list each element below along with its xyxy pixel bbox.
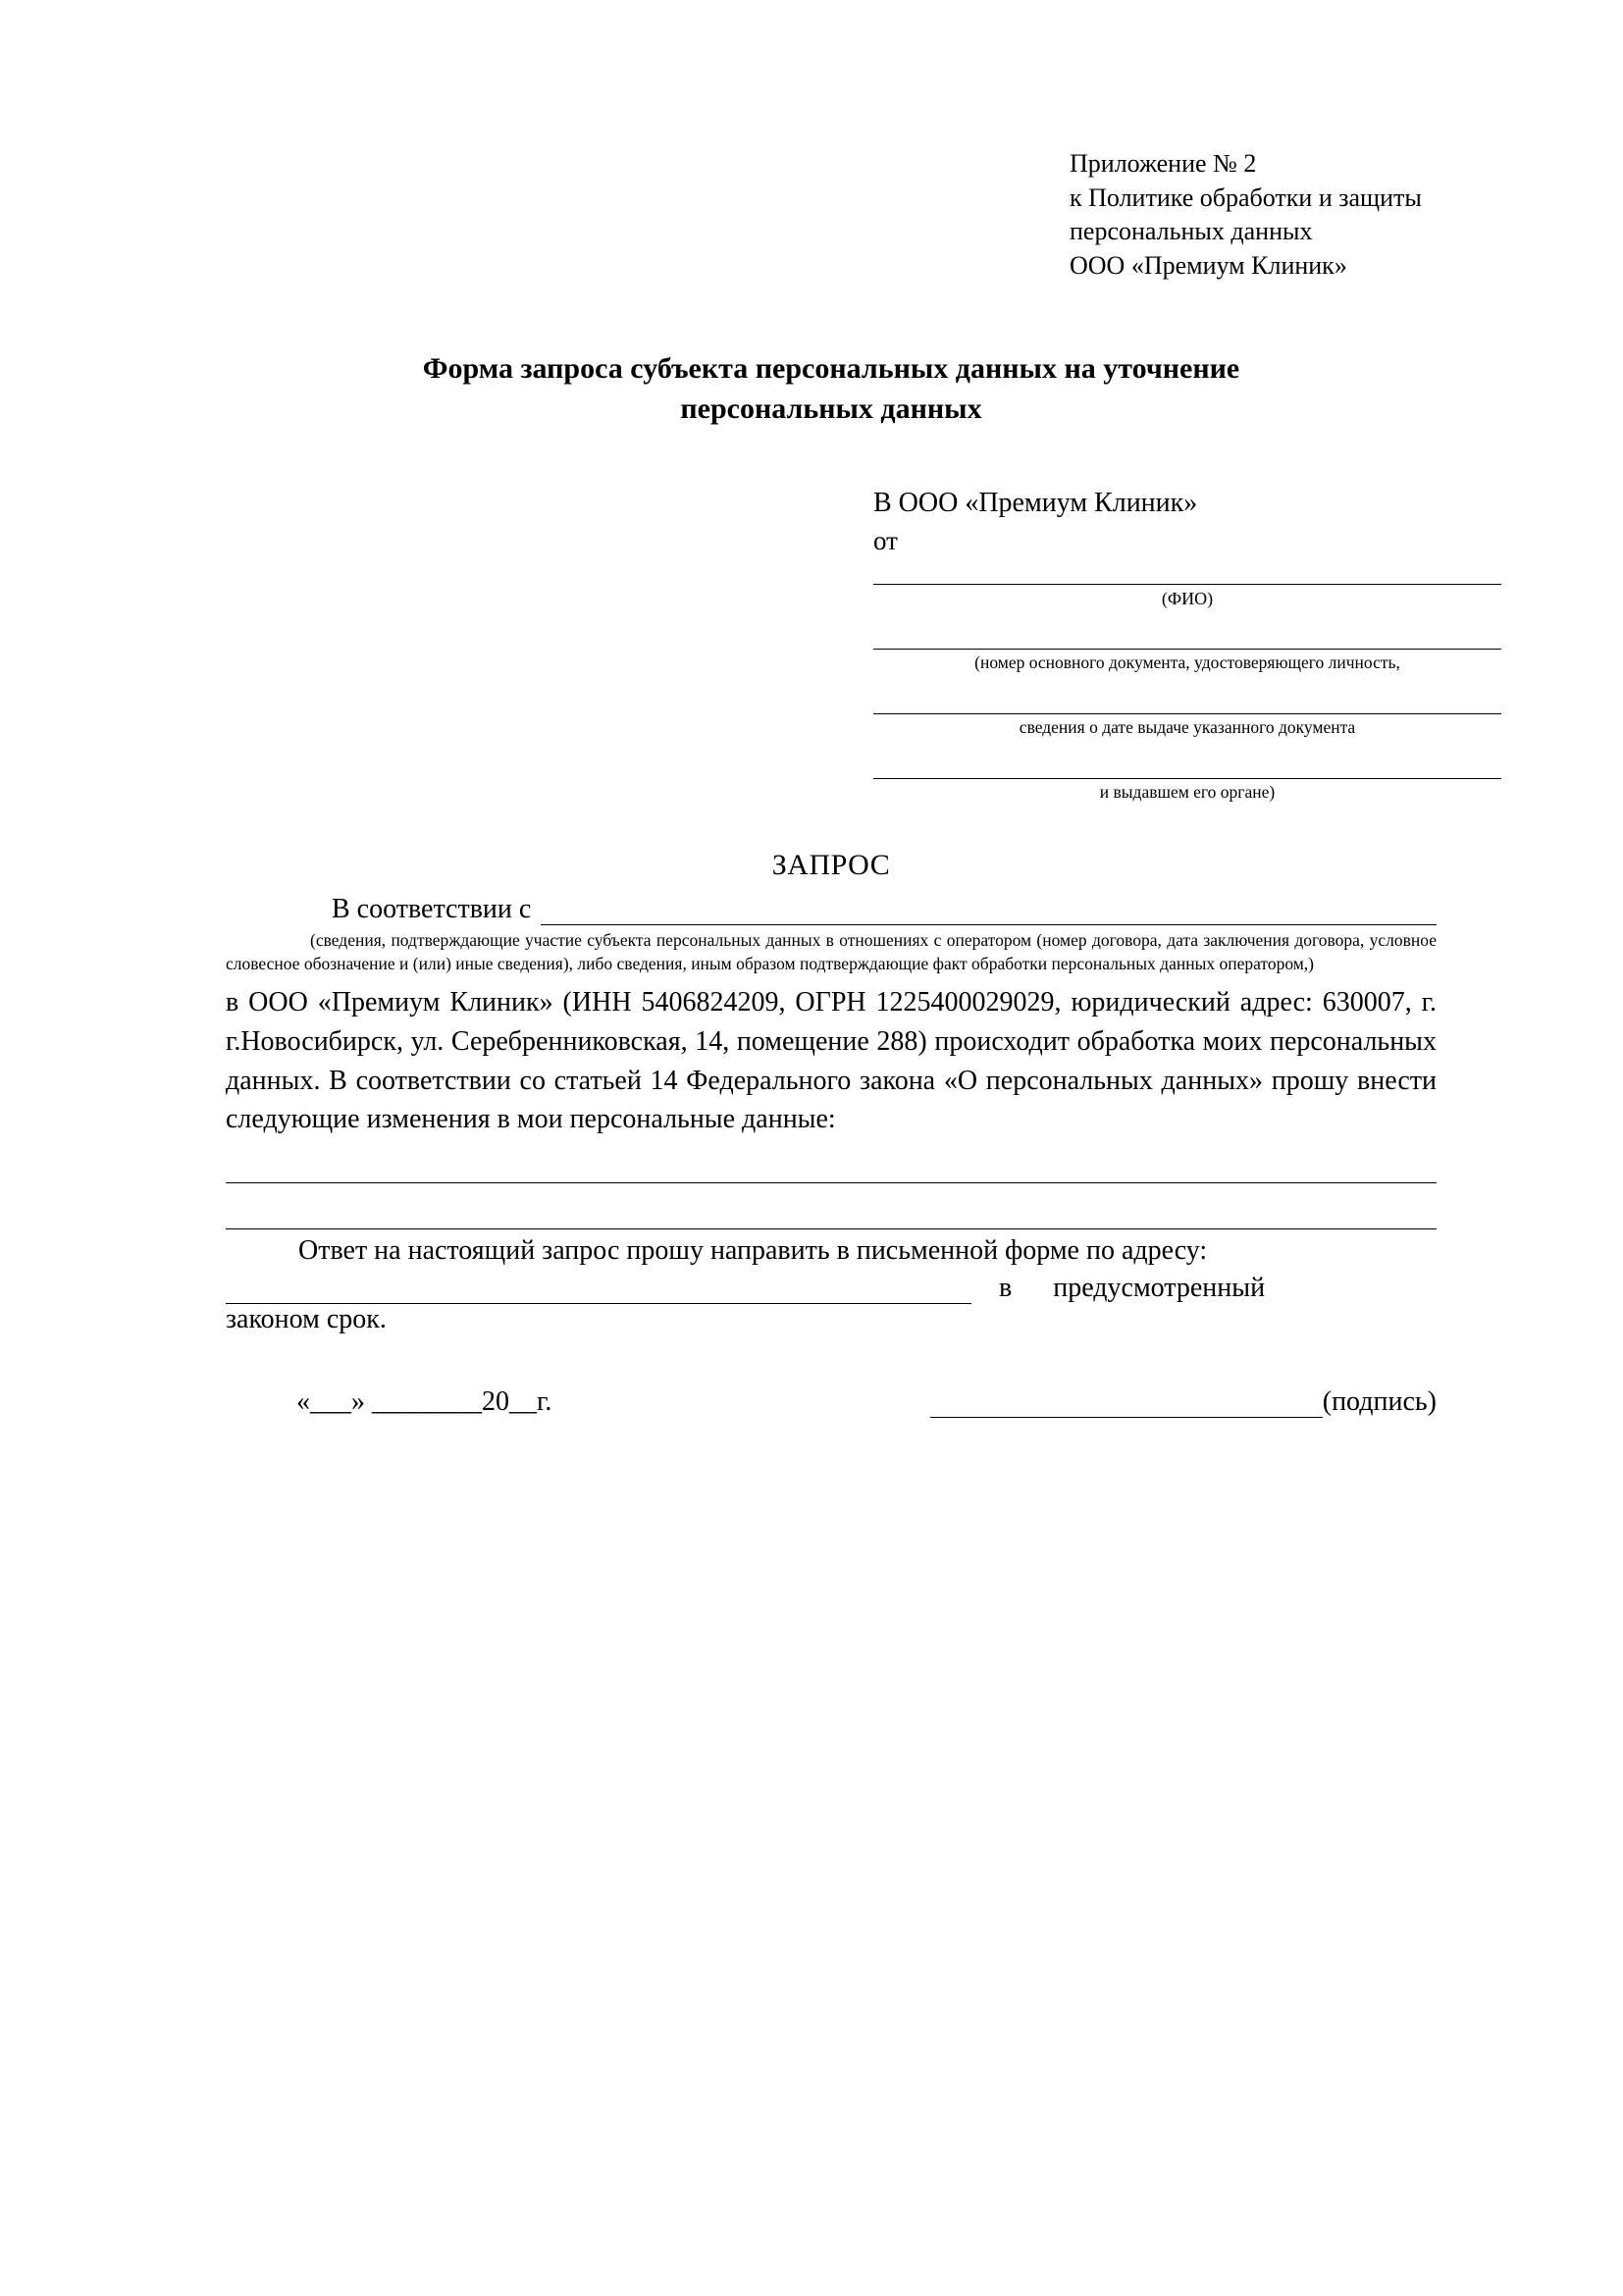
changes-input-line-1[interactable] — [226, 1139, 1437, 1183]
page-title-line-1: Форма запроса субъекта персональных данных на уточнение — [422, 352, 1240, 386]
signature-input-line[interactable] — [930, 1395, 1323, 1418]
signature-row — [226, 1386, 1437, 1418]
page-title-line-2: персональных данных — [680, 391, 982, 425]
answer-address-input-line[interactable] — [226, 1281, 971, 1304]
appendix-header — [1070, 147, 1437, 283]
appendix-header-line-3: персональных данных — [1070, 217, 1313, 246]
fio-caption: (ФИО) — [1161, 588, 1214, 608]
appendix-header-line-2: к Политике обработки и защиты — [1070, 183, 1422, 212]
request-body-paragraph: в ООО «Премиум Клиник» (ИНН 5406824209, ОГРН 1225400029029, юридический адрес: 630007, г. г.Новосибирск, ул. Серебренниковская, 14, помещение 288) происходит обработка моих персональных данных. В соответствии со статьей 14 Федерального закона «О персональных данных» прошу внести следующие изменения в мои персональные данные: — [226, 987, 1437, 1135]
request-heading: ЗАПРОС — [771, 848, 891, 881]
changes-input-line-2[interactable] — [226, 1183, 1437, 1229]
fio-input-line[interactable] — [873, 558, 1501, 585]
answer-text: Ответ на настоящий запрос прошу направить в письменной форме по адресу: — [298, 1235, 1208, 1267]
addressee-from: от — [873, 525, 898, 555]
accordance-lead: В соответствии с — [332, 893, 532, 924]
closing-text: законом срок. — [226, 1303, 387, 1334]
document-issuer-input-line[interactable] — [873, 753, 1501, 779]
answer-address-tail: в предусмотренный — [999, 1272, 1266, 1303]
accordance-input-line[interactable] — [541, 903, 1437, 925]
answer-address-row — [226, 1273, 1437, 1304]
addressee-block — [873, 486, 1501, 804]
answer-paragraph — [226, 1231, 1437, 1271]
document-date-caption: сведения о дате выдаче указанного документа — [1019, 717, 1356, 738]
date-field[interactable]: «___» ________20__г. — [296, 1385, 552, 1417]
page-title — [226, 349, 1437, 429]
document-number-input-line[interactable] — [873, 623, 1501, 650]
addressee-to: В ООО «Премиум Клиник» — [873, 488, 1198, 519]
fine-print-text: (сведения, подтверждающие участие субъекта персональных данных в отношениях с оператором (номер договора, дата заключения договора, условное словесное обозначение и (или) иные сведения), либо сведения, иным образом подтверждающие факт обработки персональных данных оператором,) — [226, 929, 1437, 973]
appendix-header-line-4: ООО «Премиум Клиник» — [1070, 250, 1347, 280]
appendix-header-line-1: Приложение № 2 — [1070, 149, 1257, 178]
document-number-caption: (номер основного документа, удостоверяющего личность, — [974, 652, 1400, 673]
accordance-fine-print — [226, 929, 1437, 975]
accordance-row — [226, 894, 1437, 925]
document-date-input-line[interactable] — [873, 688, 1501, 714]
signature-label: (подпись) — [1322, 1385, 1437, 1417]
document-issuer-caption: и выдавшем его органе) — [1099, 782, 1276, 803]
